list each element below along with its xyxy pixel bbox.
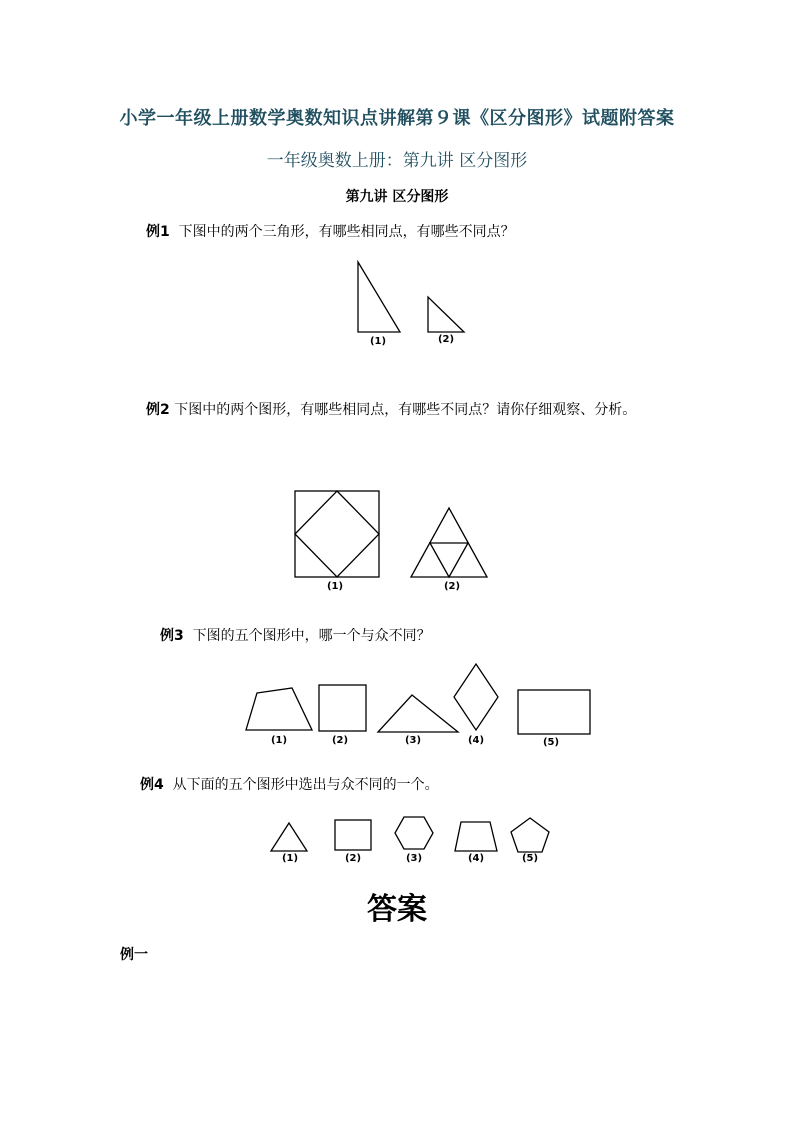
example-3-label: 例3 xyxy=(160,628,184,644)
ex3-label-3: (3) xyxy=(404,735,422,746)
example-2-label: 例2 xyxy=(146,402,170,418)
answer-example-1-label: 例一 xyxy=(120,947,148,963)
ex4-label-5: (5) xyxy=(521,853,539,864)
ex4-hexagon xyxy=(395,817,433,849)
lesson-heading: 第九讲 区分图形 xyxy=(345,189,449,205)
ex2-label-2: (2) xyxy=(443,581,461,592)
ex4-square xyxy=(335,820,371,850)
ex3-label-2: (2) xyxy=(331,735,349,746)
example-1-text: 下图中的两个三角形，有哪些相同点，有哪些不同点？ xyxy=(178,224,515,240)
ex4-label-1: (1) xyxy=(281,853,299,864)
ex4-triangle xyxy=(271,823,307,851)
ex4-label-2: (2) xyxy=(344,853,362,864)
example-2-text: 下图中的两个图形，有哪些相同点，有哪些不同点？请你仔细观察、分析。 xyxy=(174,402,637,418)
ex1-label-2: (2) xyxy=(437,334,455,345)
ex4-trapezoid xyxy=(455,822,497,851)
ex1-label-1: (1) xyxy=(369,336,387,347)
example-4-label: 例4 xyxy=(140,777,164,793)
example-4-text: 从下面的五个图形中选出与众不同的一个。 xyxy=(172,777,439,793)
example-3-text: 下图的五个图形中，哪一个与众不同？ xyxy=(192,628,431,644)
document-subtitle: 一年级奥数上册：第九讲 区分图形 xyxy=(266,151,528,171)
ex2-label-1: (1) xyxy=(326,581,344,592)
ex4-pentagon xyxy=(511,818,549,852)
answers-heading: 答案 xyxy=(367,892,427,927)
ex4-label-3: (3) xyxy=(405,853,423,864)
ex4-label-4: (4) xyxy=(467,853,485,864)
example-1-label: 例1 xyxy=(146,224,170,240)
document-title: 小学一年级上册数学奥数知识点讲解第９课《区分图形》试题附答案 xyxy=(119,108,675,129)
ex3-label-5: (5) xyxy=(542,737,560,748)
ex3-label-4: (4) xyxy=(467,735,485,746)
ex3-label-1: (1) xyxy=(270,735,288,746)
